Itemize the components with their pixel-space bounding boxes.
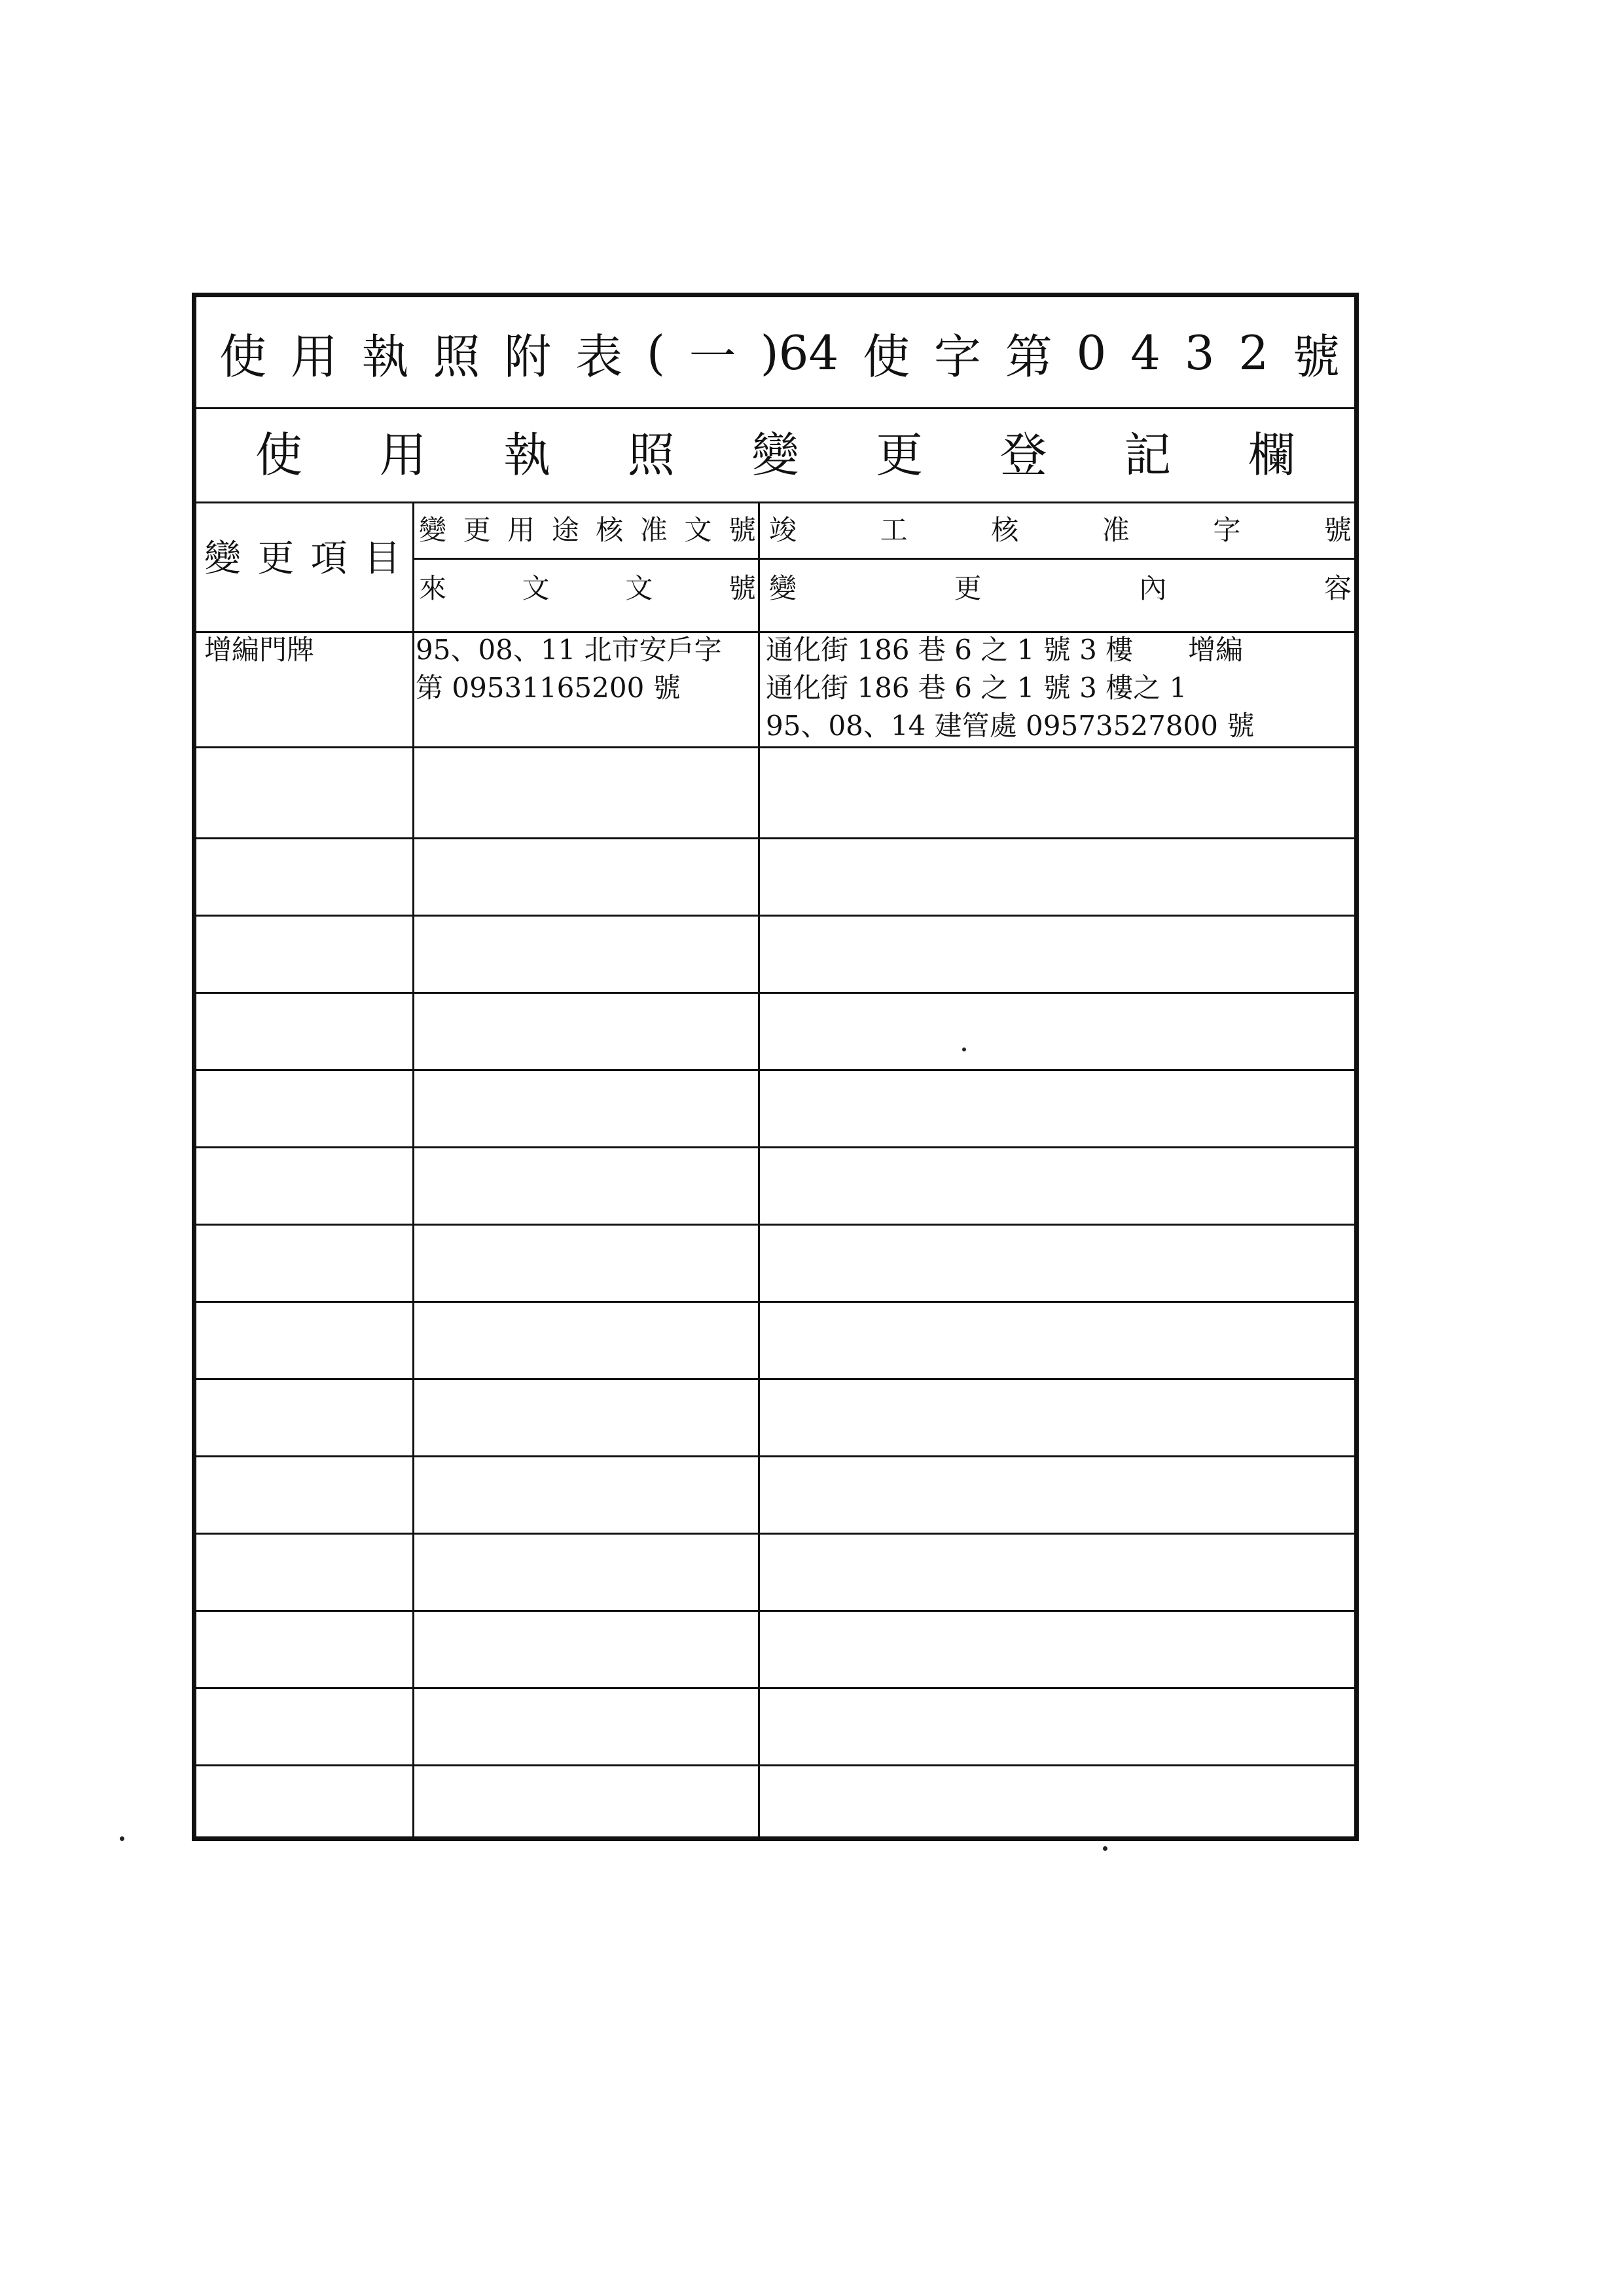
header-approval-doc-number	[419, 505, 756, 551]
header-char: 竣	[769, 514, 797, 546]
title-char: 0	[1076, 325, 1107, 380]
row-divider	[196, 1224, 1354, 1226]
entry-item: 增編門牌	[204, 634, 315, 666]
header-char: 內	[1139, 572, 1167, 604]
subtitle-char: 變	[751, 428, 799, 483]
header-change-item	[204, 523, 401, 589]
header-char: 變	[419, 514, 447, 546]
subtitle-char: 照	[627, 428, 675, 483]
title-char: 2	[1238, 325, 1269, 380]
header-char: 途	[551, 514, 579, 546]
header-char: 文	[522, 572, 550, 604]
header-char: 工	[880, 514, 908, 546]
entry-change-content	[766, 631, 1254, 745]
header-completion-approval-number	[769, 505, 1352, 551]
row-divider	[196, 746, 1354, 748]
subtitle-char: 執	[503, 428, 551, 483]
row-divider	[196, 992, 1354, 994]
header-char: 准	[1102, 514, 1130, 546]
entry-content-line: 通化街 186 巷 6 之 1 號 3 樓之 1	[766, 672, 1187, 704]
subtitle-char: 用	[379, 428, 427, 483]
row-divider	[196, 1764, 1354, 1766]
document-title	[219, 317, 1340, 389]
title-char: 3	[1184, 325, 1215, 380]
column-divider	[758, 501, 760, 1836]
subtitle-char: 記	[1124, 428, 1172, 483]
header-char: 目	[363, 538, 401, 580]
title-divider	[196, 407, 1354, 409]
row-divider	[196, 915, 1354, 917]
row-divider	[196, 1378, 1354, 1380]
header-char: 准	[639, 514, 668, 546]
subtitle-divider	[196, 501, 1354, 503]
header-char: 核	[991, 514, 1019, 546]
header-mid-divider	[412, 558, 1354, 560]
title-char: 執	[361, 329, 409, 384]
row-divider	[196, 1455, 1354, 1457]
row-divider	[196, 1301, 1354, 1303]
subtitle-char: 欄	[1248, 428, 1295, 483]
header-char: 核	[596, 514, 624, 546]
header-char: 更	[463, 514, 491, 546]
header-char: 容	[1323, 572, 1352, 604]
entry-doc-line: 第 09531165200 號	[416, 672, 681, 704]
header-char: 變	[769, 572, 797, 604]
title-char: 4	[1130, 325, 1160, 380]
title-char: 使	[219, 329, 267, 384]
scan-speck	[962, 1048, 966, 1051]
title-char: (	[646, 325, 665, 380]
row-divider	[196, 1069, 1354, 1071]
entry-content-line: 通化街 186 巷 6 之 1 號 3 樓 增編	[766, 634, 1244, 666]
subtitle-char: 使	[255, 428, 303, 483]
header-char: 號	[1323, 514, 1352, 546]
header-change-content	[769, 564, 1352, 610]
title-char: 附	[504, 329, 552, 384]
row-divider	[196, 1533, 1354, 1535]
header-char: 號	[728, 514, 756, 546]
title-char: 表	[575, 329, 623, 384]
title-char: 一	[689, 329, 736, 384]
header-char: 用	[507, 514, 535, 546]
column-divider	[412, 501, 414, 1836]
header-char: 項	[310, 538, 348, 580]
header-char: 號	[728, 572, 756, 604]
title-char: )64	[760, 325, 839, 380]
title-char: 第	[1005, 329, 1052, 384]
header-char: 文	[684, 514, 712, 546]
title-char: 照	[433, 329, 480, 384]
registration-table	[192, 293, 1359, 1841]
header-incoming-doc-number	[419, 564, 756, 610]
title-char: 字	[933, 329, 981, 384]
subtitle-char: 登	[999, 428, 1047, 483]
header-char: 文	[625, 572, 653, 604]
entry-doc-number	[416, 631, 722, 707]
header-char: 變	[204, 538, 241, 580]
header-char: 來	[419, 572, 447, 604]
header-char: 字	[1213, 514, 1241, 546]
header-char: 更	[257, 538, 295, 580]
row-divider	[196, 1146, 1354, 1148]
scan-speck	[1103, 1846, 1107, 1851]
row-divider	[196, 837, 1354, 839]
row-divider	[196, 1610, 1354, 1612]
title-char: 號	[1292, 329, 1340, 384]
subtitle-char: 更	[876, 428, 924, 483]
entry-doc-line: 95、08、11 北市安戶字	[416, 634, 722, 666]
scan-speck	[120, 1836, 124, 1841]
section-title	[255, 415, 1295, 487]
title-char: 用	[290, 329, 338, 384]
entry-content-line: 95、08、14 建管處 09573527800 號	[766, 710, 1255, 742]
row-divider	[196, 1687, 1354, 1689]
title-char: 使	[863, 329, 910, 384]
header-char: 更	[954, 572, 982, 604]
